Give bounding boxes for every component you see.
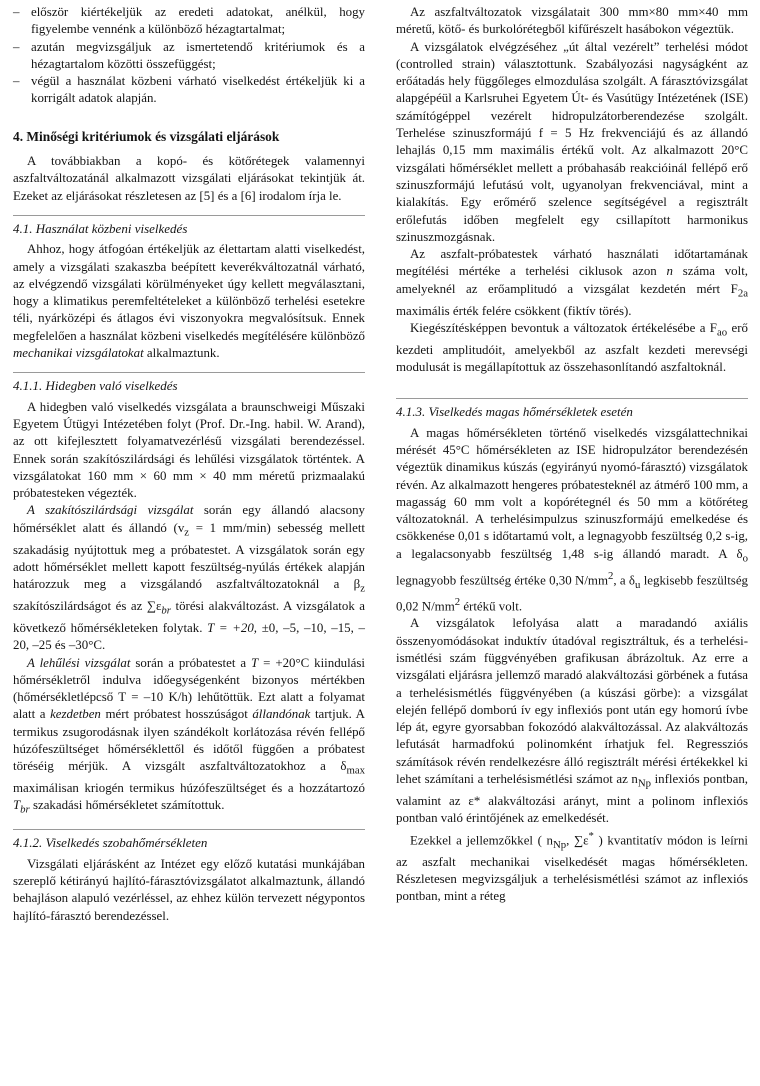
section-4-1-2-paragraph: Vizsgálati eljárásként az Intézet egy előző kutatási munkájában szereplő kétirányú hajlító-fárasztóvizsgálatot alkalmaztunk, állandó behajláson alapuló vezérléssel, az ehhez külön tervezett négypontos hajlító-fárasztó berendezéssel.: [13, 856, 365, 923]
section-4-1-1-paragraph-3: A lehűlési vizsgálat során a próbatestet a T = +20°C kiindulási hőmérsékletről indulva időegységenként bizonyos mértékben (hőmérsékletlépcső T = –10 K/h) lehűtöttük. Ezt alatt a folyamat alatt a kezdetben mért próbatest hosszúságot állandónak tartjuk. A termikus zsugorodásnak ilyen szándékolt korlátozása révén fellépő húzófeszültséget hőmérséklettől és időtől függően a próbatest töréséig mérjük. A vizsgált aszfaltváltozatokhoz a $\delta_{max}$ maximálisan kriogén termikus húzófeszültséget és a hozzátartozó $T_{br}$ szakadási hőmérsékletet számítottuk.: [13, 655, 366, 817]
section-4-1-1-paragraph-1: A hidegben való viselkedés vizsgálata a braunschweigi Műszaki Egyetem Útügyi Intézetében folyt (Prof. Dr.-Ing. habil. W. Arand), az ott kifejlesztett folyamatvezérlésű vizsgálati berendezéssel. Ennek során szakítószilárdsági és lehűlési vizsgálatok történtek. A vizsgálatokat 160 mm × 60 mm × 40 mm méretű prizmaalakú próbatesteken végezték.: [13, 399, 365, 501]
paragraph-service-life: Az aszfalt-próbatestek várható használati időtartamának megítélési mértéke a terhelési ciklusok azon n száma volt, amelyeknél az erőamplitudó a vizsgálat kezdetén mért $F_{2a}$ maximális érték felére csökkent (fiktív törés).: [396, 247, 748, 318]
section-4-1-heading: 4.1. Használat közbeni viselkedés: [13, 215, 365, 237]
paragraph-parameters: Ezekkel a jellemzőkkel ( $n_{Np}$, ∑ε* ) kvantitatív módon is leírni az aszfalt mechanikai viselkedését magas hőmérsékleten. Részletesen megvizsgáljuk a terhelésismétlési számot az inflexiós pontban, mint a réteg: [396, 829, 748, 904]
dash-marker: –: [13, 74, 20, 89]
bullet-text: végül a használat közbeni várható viselkedést értékeljük ki a korrigált adatok alapján.: [31, 74, 365, 106]
section-4-1-1-heading: 4.1.1. Hidegben való viselkedés: [13, 372, 365, 394]
section-4-1-1-paragraph-2: A szakítószilárdsági vizsgálat során egy állandó alacsony hőmérséklet alatt és állandó ($v_z = 1$ mm/min) sebesség mellett szakadásig nyújtottuk meg a próbatestet. A vizsgálatok során egy adott hőmérséklet mellett kapott feszültség-nyúlás értékek alapján határozzuk meg a vizsgálandó aszfaltváltozatoknál a $\beta_z$ szakítószilárdságot és az $\sum\varepsilon_{br}$ törési alakváltozást. A vizsgálatok a következő hőmérsékleteken folytak. T = +20, ±0, –5, –10, –15, –20, –25 és –30°C.: [13, 503, 366, 653]
bullet-item-1: [13, 4, 365, 39]
dash-marker: –: [13, 39, 20, 54]
right-column: [396, 4, 748, 906]
section-4-1-2-heading: 4.1.2. Viselkedés szobahőmérsékleten: [13, 829, 365, 851]
paragraph-test-setup: A vizsgálatok elvégzéséhez „út által vezérelt” terhelési módot (controlled strain) választottunk. Szabályozási nagyságként az erőátadás hely függőleges elmozdulása szolgált. A fárasztóvizsgálat alapgépéül a Karlsruhei Egyetem Út- és Vasútügy Intézetének (ISE) számítógéppel vezérelt hidropulzátorberendezése szolgált. Terhelése szinuszformájú f = 5 Hz frekvenciájú és az állandó lehajlás 0,15 mm maximális értékű volt. Az alkalmazott 20°C vizsgálati hőmérséklet mellett a próbahasáb reakcióinál fellépő erő szinuszformájú lefutású volt, ugyanolyan frekvenciával, mint a kialakítás. Egy erőmérő szelence segítségével a regisztrált erőlefutás időben megfelelt egy csillapított harmonikus szinuszmozgásnak.: [396, 39, 748, 244]
dash-marker: –: [13, 5, 20, 19]
section-4-1-3-heading: 4.1.3. Viselkedés magas hőmérsékletek esetén: [396, 398, 748, 420]
bullet-text: először kiértékeljük az eredeti adatokat, anélkül, hogy figyelembe vennénk a különböző hézagtartalmat;: [31, 5, 365, 37]
paragraph-specimens: Az aszfaltváltozatok vizsgálatait 300 mm×80 mm×40 mm méretű, kötő- és burkolórétegből kifűrészelt hasábokon végeztük.: [396, 5, 748, 37]
paragraph-creep-curve: A vizsgálatok lefolyása alatt a maradandó axiális összenyomódásokat induktív útadóval regisztráltuk, és a terhelési-ismétlési szám függvényében grafikusan ábrázoltuk. Az erre a vizsgálati eljárásra jellemző maradó alakváltozási görbének a futása a terhelésismétlés függvényében (a kúszási görbe): a vizsgálat elején fellépő domború ív egy inflexiós pont után egy homorú ívbe lép át, egyre gyorsabban fokozódó alakváltozással. Az alakváltozás lefutását harmadfokú polinomként írhatjuk fel. Regressziós számítások révén rendelkezésre álló regisztrált mérési értékekkel ki lehet számítani a terhelésismétlési számot az $n_{Np}$ inflexiós pontban, valamint az ε* alakváltozási arányt, mint a polinom inflexiós pontban való érintőjének az emelkedését.: [396, 616, 748, 826]
bullet-item-2: [13, 39, 365, 74]
paragraph-amplitudes: Kiegészítésképpen bevontuk a változatok értékelésébe a $F_{ao}$ erő kezdeti amplitudóit, amelyekből az aszfalt kezdeti merevségi modulusát is megállapítottuk az összehasonlítandó aszfaltoknál.: [396, 320, 748, 375]
sum-epsilon-symbol: ∑ε: [146, 599, 162, 614]
section-4-1-paragraph: Ahhoz, hogy átfogóan értékeljük az élettartam alatti viselkedést, amely a vizsgálati szakaszba beépített keverékváltozatnál várható, az elvégzendő vizsgálati körülményeket úgy kellett megválasztani, hogy a klimatikus peremfeltételeket a különböző terhelési esetekre téli, nyárközépi és átlagos évi viszonyokra megvalósítsuk. Ennek megfelelően a használat közbeni viselkedés megítélésére különböző mechanikai vizsgálatokat alkalmaztunk.: [13, 242, 365, 361]
bullet-text: azután megvizsgáljuk az ismertetendő kritériumok és a hézagtartalom közötti összefüggést;: [31, 39, 365, 71]
section-4-heading: 4. Minőségi kritériumok és vizsgálati eljárások: [13, 128, 280, 144]
section-4-paragraph: A továbbiakban a kopó- és kötőrétegek valamennyi aszfaltváltozatánál alkalmazott vizsgálati eljárásokat tekintjük át. Ezeket az eljárásokat részletesen az [5] és a [6] irodalom írja le.: [13, 154, 365, 203]
paragraph-high-temperature: A magas hőmérsékleten történő viselkedés vizsgálattechnikai mérését 45°C hőmérsékleten az ISE hidropulzátor berendezésén végeztük dinamikus kúszás (egyirányú nyomó-fárasztó) vizsgálatok révén. Az alkalmazott hengeres próbatesteknél az átmérő 100 mm, a magasság 60 mm volt a kopórétegnél és 50 mm a kötőréteg változatoknál. A terhelésimpulzus szinuszformájú emelkedése és csökkenése 0,01 s időtartamú volt, a legnagyobb feszültség 0,2 s-ig, a legalacsonyabb feszültség 1,48 s-ig állandó maradt. A $\delta_o$ legnagyobb feszültség értéke 0,30 $N/mm^2$, a $\delta_u$ legkisebb feszültség 0,02 $N/mm^2$ értékű volt.: [396, 425, 748, 614]
bullet-item-3: [13, 73, 365, 108]
bullet-list: [13, 4, 365, 108]
left-column: [13, 4, 365, 925]
